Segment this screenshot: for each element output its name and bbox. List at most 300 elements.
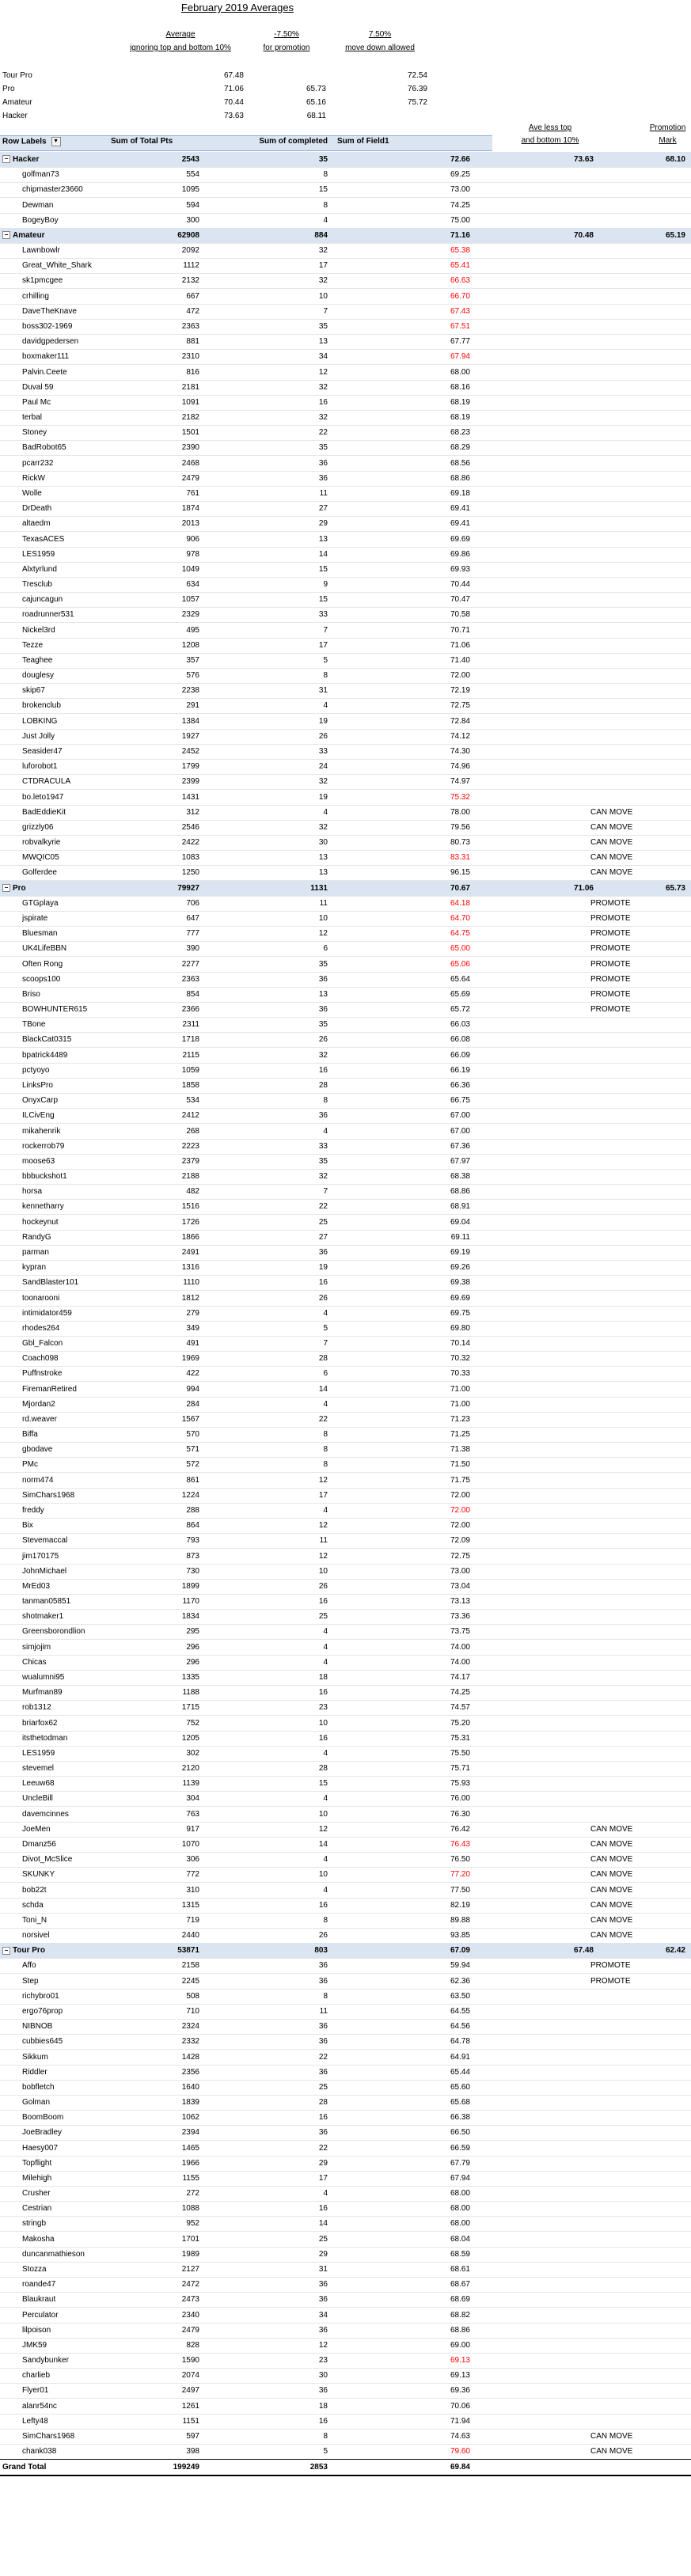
field1-average: 68.38 xyxy=(450,1172,470,1182)
completed: 10 xyxy=(318,1809,328,1819)
table-row xyxy=(0,1776,691,1792)
status-note: CAN MOVE xyxy=(590,1855,633,1865)
completed: 28 xyxy=(318,1080,328,1090)
completed: 35 xyxy=(318,1156,328,1166)
field1-average: 69.26 xyxy=(450,1263,470,1273)
completed: 8 xyxy=(323,1096,328,1106)
table-row xyxy=(0,2050,691,2066)
field1-average: 75.31 xyxy=(450,1733,470,1743)
table-row xyxy=(0,1048,691,1064)
total-pts: 2115 xyxy=(182,1050,199,1060)
table-row xyxy=(0,2444,691,2460)
field1-average: 63.50 xyxy=(450,1991,470,2001)
table-row xyxy=(0,1124,691,1140)
status-note: PROMOTE xyxy=(590,914,631,923)
table-row xyxy=(0,1093,691,1109)
field1-average: 76.00 xyxy=(450,1794,470,1804)
completed: 11 xyxy=(319,898,328,908)
field1-average: 70.32 xyxy=(450,1354,470,1364)
completed: 16 xyxy=(318,1688,328,1698)
table-row xyxy=(0,1002,691,1018)
completed: 28 xyxy=(318,2098,328,2107)
player-name: BogeyBoy xyxy=(22,215,59,225)
status-note: PROMOTE xyxy=(590,944,631,954)
table-row xyxy=(0,1989,691,2005)
completed: 10 xyxy=(318,1566,328,1576)
completed: 8 xyxy=(323,1430,328,1440)
completed: 33 xyxy=(318,747,328,757)
player-name: chank038 xyxy=(22,2447,57,2456)
table-row xyxy=(0,1533,691,1549)
summary-move: 75.72 xyxy=(407,98,427,107)
player-name: roadrunner531 xyxy=(22,610,74,620)
total-pts: 706 xyxy=(186,898,199,908)
field1-average: 79.56 xyxy=(450,822,470,832)
completed: 17 xyxy=(318,261,328,271)
field1-average: 68.69 xyxy=(450,2295,470,2305)
total-pts: 594 xyxy=(186,200,199,210)
player-name: gbodave xyxy=(22,1445,53,1455)
table-row xyxy=(0,1898,691,1914)
player-name: scoops100 xyxy=(22,974,61,984)
field1-average: 72.00 xyxy=(450,1490,470,1500)
completed: 7 xyxy=(323,625,328,635)
table-row xyxy=(0,1275,691,1291)
completed: 13 xyxy=(318,337,328,347)
total-pts: 2440 xyxy=(181,1931,199,1941)
group-row[interactable] xyxy=(0,881,691,897)
player-name: shotmaker1 xyxy=(22,1612,64,1622)
total-pts: 2468 xyxy=(181,458,199,468)
player-name: alanr54nc xyxy=(22,2401,57,2411)
table-row xyxy=(0,1640,691,1656)
table-row xyxy=(0,623,691,639)
total-pts: 2238 xyxy=(181,686,199,696)
total-pts: 2491 xyxy=(181,1247,199,1257)
field1-average: 75.32 xyxy=(450,792,470,802)
completed: 36 xyxy=(318,2325,328,2335)
field1-average: 67.94 xyxy=(450,2173,470,2183)
table-row xyxy=(0,805,691,821)
player-name: wualumni95 xyxy=(22,1673,65,1682)
completed: 11 xyxy=(319,488,328,498)
completed: 29 xyxy=(318,2249,328,2259)
collapse-icon[interactable]: − xyxy=(2,1947,10,1955)
status-note: CAN MOVE xyxy=(590,1870,633,1880)
total-pts: 79927 xyxy=(177,883,199,893)
status-note: CAN MOVE xyxy=(590,853,633,863)
field1-average: 69.00 xyxy=(450,2340,470,2350)
total-pts: 2188 xyxy=(181,1172,199,1182)
total-pts: 1927 xyxy=(181,731,199,741)
player-name: Coach098 xyxy=(22,1354,59,1364)
summary-promo: 65.73 xyxy=(306,85,326,93)
completed: 1131 xyxy=(310,883,328,893)
field1-average: 69.13 xyxy=(450,2356,470,2365)
player-name: stringb xyxy=(22,2219,47,2229)
table-row xyxy=(0,790,691,806)
completed: 5 xyxy=(323,1323,328,1333)
table-row xyxy=(0,2323,691,2339)
total-pts: 777 xyxy=(186,929,199,939)
row-labels-text: Row Labels xyxy=(2,137,47,146)
field1-average: 73.00 xyxy=(450,185,470,195)
promotion-mark: 65.19 xyxy=(665,230,685,240)
field1-average: 74.57 xyxy=(450,1703,470,1713)
total-pts: 2363 xyxy=(181,974,199,984)
completed: 13 xyxy=(318,989,328,999)
total-pts: 1316 xyxy=(181,1263,199,1273)
player-name: Makosha xyxy=(22,2234,55,2244)
completed: 36 xyxy=(318,2280,328,2290)
completed: 16 xyxy=(318,1065,328,1075)
player-name: boss302-1969 xyxy=(22,321,73,331)
completed: 27 xyxy=(318,1232,328,1242)
table-row xyxy=(0,1473,691,1489)
grand-total-field1: 69.84 xyxy=(450,2463,470,2472)
summary-average: 67.48 xyxy=(223,71,244,80)
player-name: Stoney xyxy=(22,428,47,438)
completed: 36 xyxy=(318,1111,328,1121)
header-mark-sub: Mark xyxy=(659,136,677,145)
table-row xyxy=(0,1746,691,1762)
field1-average: 68.19 xyxy=(450,397,470,407)
completed: 35 xyxy=(318,155,328,164)
player-name: Dewman xyxy=(22,200,54,210)
table-row xyxy=(0,1017,691,1033)
promotion-mark: 65.73 xyxy=(665,883,685,893)
completed: 36 xyxy=(318,1976,328,1986)
total-pts: 534 xyxy=(186,1096,199,1106)
table-row xyxy=(0,926,691,942)
player-name: Biffa xyxy=(22,1430,38,1440)
field1-average: 77.20 xyxy=(450,1870,470,1880)
table-row xyxy=(0,2125,691,2141)
total-pts: 296 xyxy=(186,1657,199,1667)
player-name: simjojim xyxy=(22,1642,51,1652)
status-note: CAN MOVE xyxy=(590,807,633,817)
completed: 16 xyxy=(318,1733,328,1743)
completed: 12 xyxy=(318,1521,328,1531)
field1-average: 65.68 xyxy=(450,2098,470,2107)
field1-average: 68.19 xyxy=(450,413,470,423)
pivot-header-completed: Sum of completed xyxy=(259,137,328,146)
total-pts: 864 xyxy=(186,1521,199,1531)
table-row xyxy=(0,714,691,730)
group-row[interactable] xyxy=(0,152,691,168)
field1-average: 73.13 xyxy=(450,1597,470,1607)
field1-average: 67.09 xyxy=(450,1946,470,1956)
total-pts: 1335 xyxy=(181,1673,199,1682)
table-row xyxy=(0,1321,691,1337)
table-row xyxy=(0,1351,691,1367)
field1-average: 67.97 xyxy=(450,1156,470,1166)
table-row xyxy=(0,2141,691,2157)
total-pts: 2394 xyxy=(181,2128,199,2138)
field1-average: 73.36 xyxy=(450,1612,470,1622)
promotion-mark: 68.10 xyxy=(665,155,685,164)
player-name: Crusher xyxy=(22,2189,51,2199)
total-pts: 304 xyxy=(186,1794,199,1804)
completed: 7 xyxy=(323,306,328,316)
field1-average: 68.86 xyxy=(450,2325,470,2335)
player-name: JohnMichael xyxy=(22,1566,67,1576)
table-row xyxy=(0,486,691,502)
table-row xyxy=(0,334,691,350)
field1-average: 70.58 xyxy=(450,610,470,620)
total-pts: 1062 xyxy=(181,2113,199,2123)
group-label: − Hacker xyxy=(2,152,97,167)
field1-average: 76.43 xyxy=(450,1839,470,1849)
total-pts: 1095 xyxy=(181,185,199,195)
summary-row xyxy=(0,83,475,96)
collapse-icon[interactable]: − xyxy=(2,231,10,239)
total-pts: 1170 xyxy=(182,1597,199,1607)
player-name: itsthetodman xyxy=(22,1733,68,1743)
player-name: SimChars1968 xyxy=(22,1490,75,1500)
completed: 14 xyxy=(318,549,328,559)
total-pts: 667 xyxy=(186,291,199,301)
table-row xyxy=(0,380,691,396)
player-name: douglesy xyxy=(22,671,55,681)
table-row xyxy=(0,1685,691,1701)
player-name: moose63 xyxy=(22,1156,55,1166)
field1-average: 79.60 xyxy=(450,2447,470,2456)
total-pts: 2324 xyxy=(181,2022,199,2032)
player-name: DrDeath xyxy=(22,504,52,514)
total-pts: 952 xyxy=(186,2219,199,2229)
field1-average: 73.75 xyxy=(450,1627,470,1637)
completed: 32 xyxy=(318,413,328,423)
completed: 19 xyxy=(318,1263,328,1273)
table-row xyxy=(0,592,691,608)
player-name: Cestrian xyxy=(22,2204,52,2214)
total-pts: 1315 xyxy=(181,1900,199,1910)
total-pts: 2092 xyxy=(181,246,199,256)
player-name: Flyer01 xyxy=(22,2386,49,2396)
completed: 8 xyxy=(323,1991,328,2001)
completed: 12 xyxy=(318,1551,328,1561)
field1-average: 68.86 xyxy=(450,1187,470,1197)
table-row xyxy=(0,865,691,881)
completed: 4 xyxy=(323,701,328,711)
player-name: jim170175 xyxy=(22,1551,59,1561)
player-name: Tezze xyxy=(22,640,44,650)
table-row xyxy=(0,1518,691,1534)
field1-average: 68.91 xyxy=(450,1202,470,1212)
total-pts: 472 xyxy=(186,306,199,316)
field1-average: 69.69 xyxy=(450,534,470,544)
total-pts: 752 xyxy=(186,1718,199,1728)
player-name: Murfman89 xyxy=(22,1688,63,1698)
total-pts: 491 xyxy=(186,1339,199,1349)
total-pts: 1969 xyxy=(181,1354,199,1364)
pivot-row-labels-header[interactable] xyxy=(2,137,61,146)
field1-average: 70.33 xyxy=(450,1369,470,1379)
field1-average: 73.00 xyxy=(450,1566,470,1576)
completed: 36 xyxy=(318,2386,328,2396)
completed: 32 xyxy=(318,382,328,392)
collapse-icon[interactable]: − xyxy=(2,884,10,892)
player-name: JoeMen xyxy=(22,1824,51,1834)
player-name: rhodes264 xyxy=(22,1323,60,1333)
field1-average: 67.51 xyxy=(450,321,470,331)
player-name: Greensborondlion xyxy=(22,1627,85,1637)
table-row xyxy=(0,1215,691,1231)
field1-average: 70.67 xyxy=(450,883,470,893)
filter-icon[interactable]: ▼ xyxy=(51,137,61,146)
player-name: BadEddieKit xyxy=(22,807,66,817)
player-name: jspirate xyxy=(22,914,48,923)
table-row xyxy=(0,729,691,745)
completed: 36 xyxy=(318,1247,328,1257)
table-row xyxy=(0,395,691,411)
pivot-header-pts: Sum of Total Pts xyxy=(111,137,173,146)
completed: 16 xyxy=(318,2204,328,2214)
field1-average: 68.61 xyxy=(450,2265,470,2274)
player-name: Wolle xyxy=(22,488,42,498)
player-name: Divot_McSlice xyxy=(22,1855,73,1865)
total-pts: 719 xyxy=(186,1915,199,1925)
completed: 16 xyxy=(318,1900,328,1910)
grand-total-label: Grand Total xyxy=(2,2463,47,2472)
player-name: richybro01 xyxy=(22,1991,59,2001)
status-note: CAN MOVE xyxy=(590,1839,633,1849)
total-pts: 2158 xyxy=(181,1961,199,1971)
total-pts: 730 xyxy=(186,1566,199,1576)
completed: 22 xyxy=(318,2143,328,2153)
total-pts: 2452 xyxy=(181,747,199,757)
total-pts: 917 xyxy=(186,1824,199,1834)
total-pts: 1989 xyxy=(181,2249,199,2259)
group-label: − Tour Pro xyxy=(2,1943,97,1958)
table-row xyxy=(0,516,691,532)
table-row xyxy=(0,2156,691,2172)
completed: 15 xyxy=(318,1779,328,1789)
player-name: ergo76prop xyxy=(22,2006,63,2016)
field1-average: 70.44 xyxy=(450,580,470,590)
completed: 26 xyxy=(318,731,328,741)
completed: 24 xyxy=(318,762,328,772)
table-row xyxy=(0,850,691,866)
table-row xyxy=(0,1670,691,1686)
field1-average: 74.25 xyxy=(450,1688,470,1698)
total-pts: 763 xyxy=(186,1809,199,1819)
table-row xyxy=(0,532,691,548)
table-row xyxy=(0,1822,691,1838)
completed: 4 xyxy=(323,1657,328,1667)
table-row xyxy=(0,2277,691,2293)
summary-row xyxy=(0,110,475,123)
collapse-icon[interactable]: − xyxy=(2,155,10,163)
header-average-sub: ignoring top and bottom 10% xyxy=(130,44,231,52)
completed: 16 xyxy=(318,1278,328,1288)
total-pts: 2127 xyxy=(181,2265,199,2274)
field1-average: 71.16 xyxy=(450,230,470,240)
status-note: CAN MOVE xyxy=(590,1931,633,1941)
group-row[interactable] xyxy=(0,1943,691,1959)
completed: 17 xyxy=(318,1490,328,1500)
field1-average: 71.50 xyxy=(450,1460,470,1470)
total-pts: 572 xyxy=(186,1460,199,1470)
completed: 14 xyxy=(318,2219,328,2229)
player-name: Teaghee xyxy=(22,655,53,665)
table-row xyxy=(0,2019,691,2035)
table-row xyxy=(0,1791,691,1807)
completed: 11 xyxy=(319,2006,328,2016)
group-row[interactable] xyxy=(0,228,691,244)
field1-average: 67.77 xyxy=(450,337,470,347)
field1-average: 64.18 xyxy=(450,898,470,908)
player-name: CTDRACULA xyxy=(22,777,71,787)
completed: 26 xyxy=(318,1035,328,1045)
player-name: Milehigh xyxy=(22,2173,52,2183)
total-pts: 1057 xyxy=(181,595,199,605)
table-row xyxy=(0,1245,691,1261)
table-row xyxy=(0,1807,691,1823)
player-name: TBone xyxy=(22,1020,46,1030)
completed: 36 xyxy=(318,2067,328,2077)
total-pts: 349 xyxy=(186,1323,199,1333)
summary-average: 70.44 xyxy=(223,98,244,107)
total-pts: 268 xyxy=(186,1126,199,1136)
completed: 10 xyxy=(318,914,328,923)
total-pts: 554 xyxy=(186,170,199,180)
total-pts: 828 xyxy=(186,2340,199,2350)
player-name: Palvin.Ceete xyxy=(22,367,67,377)
total-pts: 1966 xyxy=(181,2158,199,2168)
player-name: bpatrick4489 xyxy=(22,1050,68,1060)
field1-average: 68.86 xyxy=(450,473,470,483)
player-name: Duval 59 xyxy=(22,382,54,392)
table-row xyxy=(0,1549,691,1565)
completed: 12 xyxy=(318,1475,328,1485)
status-note: PROMOTE xyxy=(590,1961,631,1971)
completed: 4 xyxy=(323,1399,328,1409)
player-name: bbbuckshot1 xyxy=(22,1172,67,1182)
completed: 16 xyxy=(318,2113,328,2123)
table-row xyxy=(0,258,691,274)
total-pts: 312 xyxy=(186,807,199,817)
summary-row xyxy=(0,97,475,109)
player-name: lilpoison xyxy=(22,2325,51,2335)
player-name: Alxtyrlund xyxy=(22,564,57,574)
player-name: pctyoyo xyxy=(22,1065,50,1075)
total-pts: 1151 xyxy=(182,2416,199,2426)
field1-average: 69.38 xyxy=(450,1278,470,1288)
table-row xyxy=(0,1412,691,1428)
field1-average: 67.43 xyxy=(450,306,470,316)
total-pts: 2366 xyxy=(181,1005,199,1015)
field1-average: 74.17 xyxy=(450,1673,470,1682)
player-name: cajuncagun xyxy=(22,595,63,605)
player-name: MrEd03 xyxy=(22,1581,51,1591)
field1-average: 69.25 xyxy=(450,170,470,180)
completed: 16 xyxy=(318,397,328,407)
completed: 15 xyxy=(318,595,328,605)
table-row xyxy=(0,2399,691,2415)
table-row xyxy=(0,2338,691,2354)
field1-average: 67.79 xyxy=(450,2158,470,2168)
total-pts: 1501 xyxy=(181,428,199,438)
completed: 33 xyxy=(318,1141,328,1151)
table-row xyxy=(0,365,691,381)
table-row xyxy=(0,1913,691,1929)
player-name: SandBlaster101 xyxy=(22,1278,79,1288)
table-row xyxy=(0,1700,691,1716)
completed: 4 xyxy=(323,1126,328,1136)
field1-average: 66.59 xyxy=(450,2143,470,2153)
